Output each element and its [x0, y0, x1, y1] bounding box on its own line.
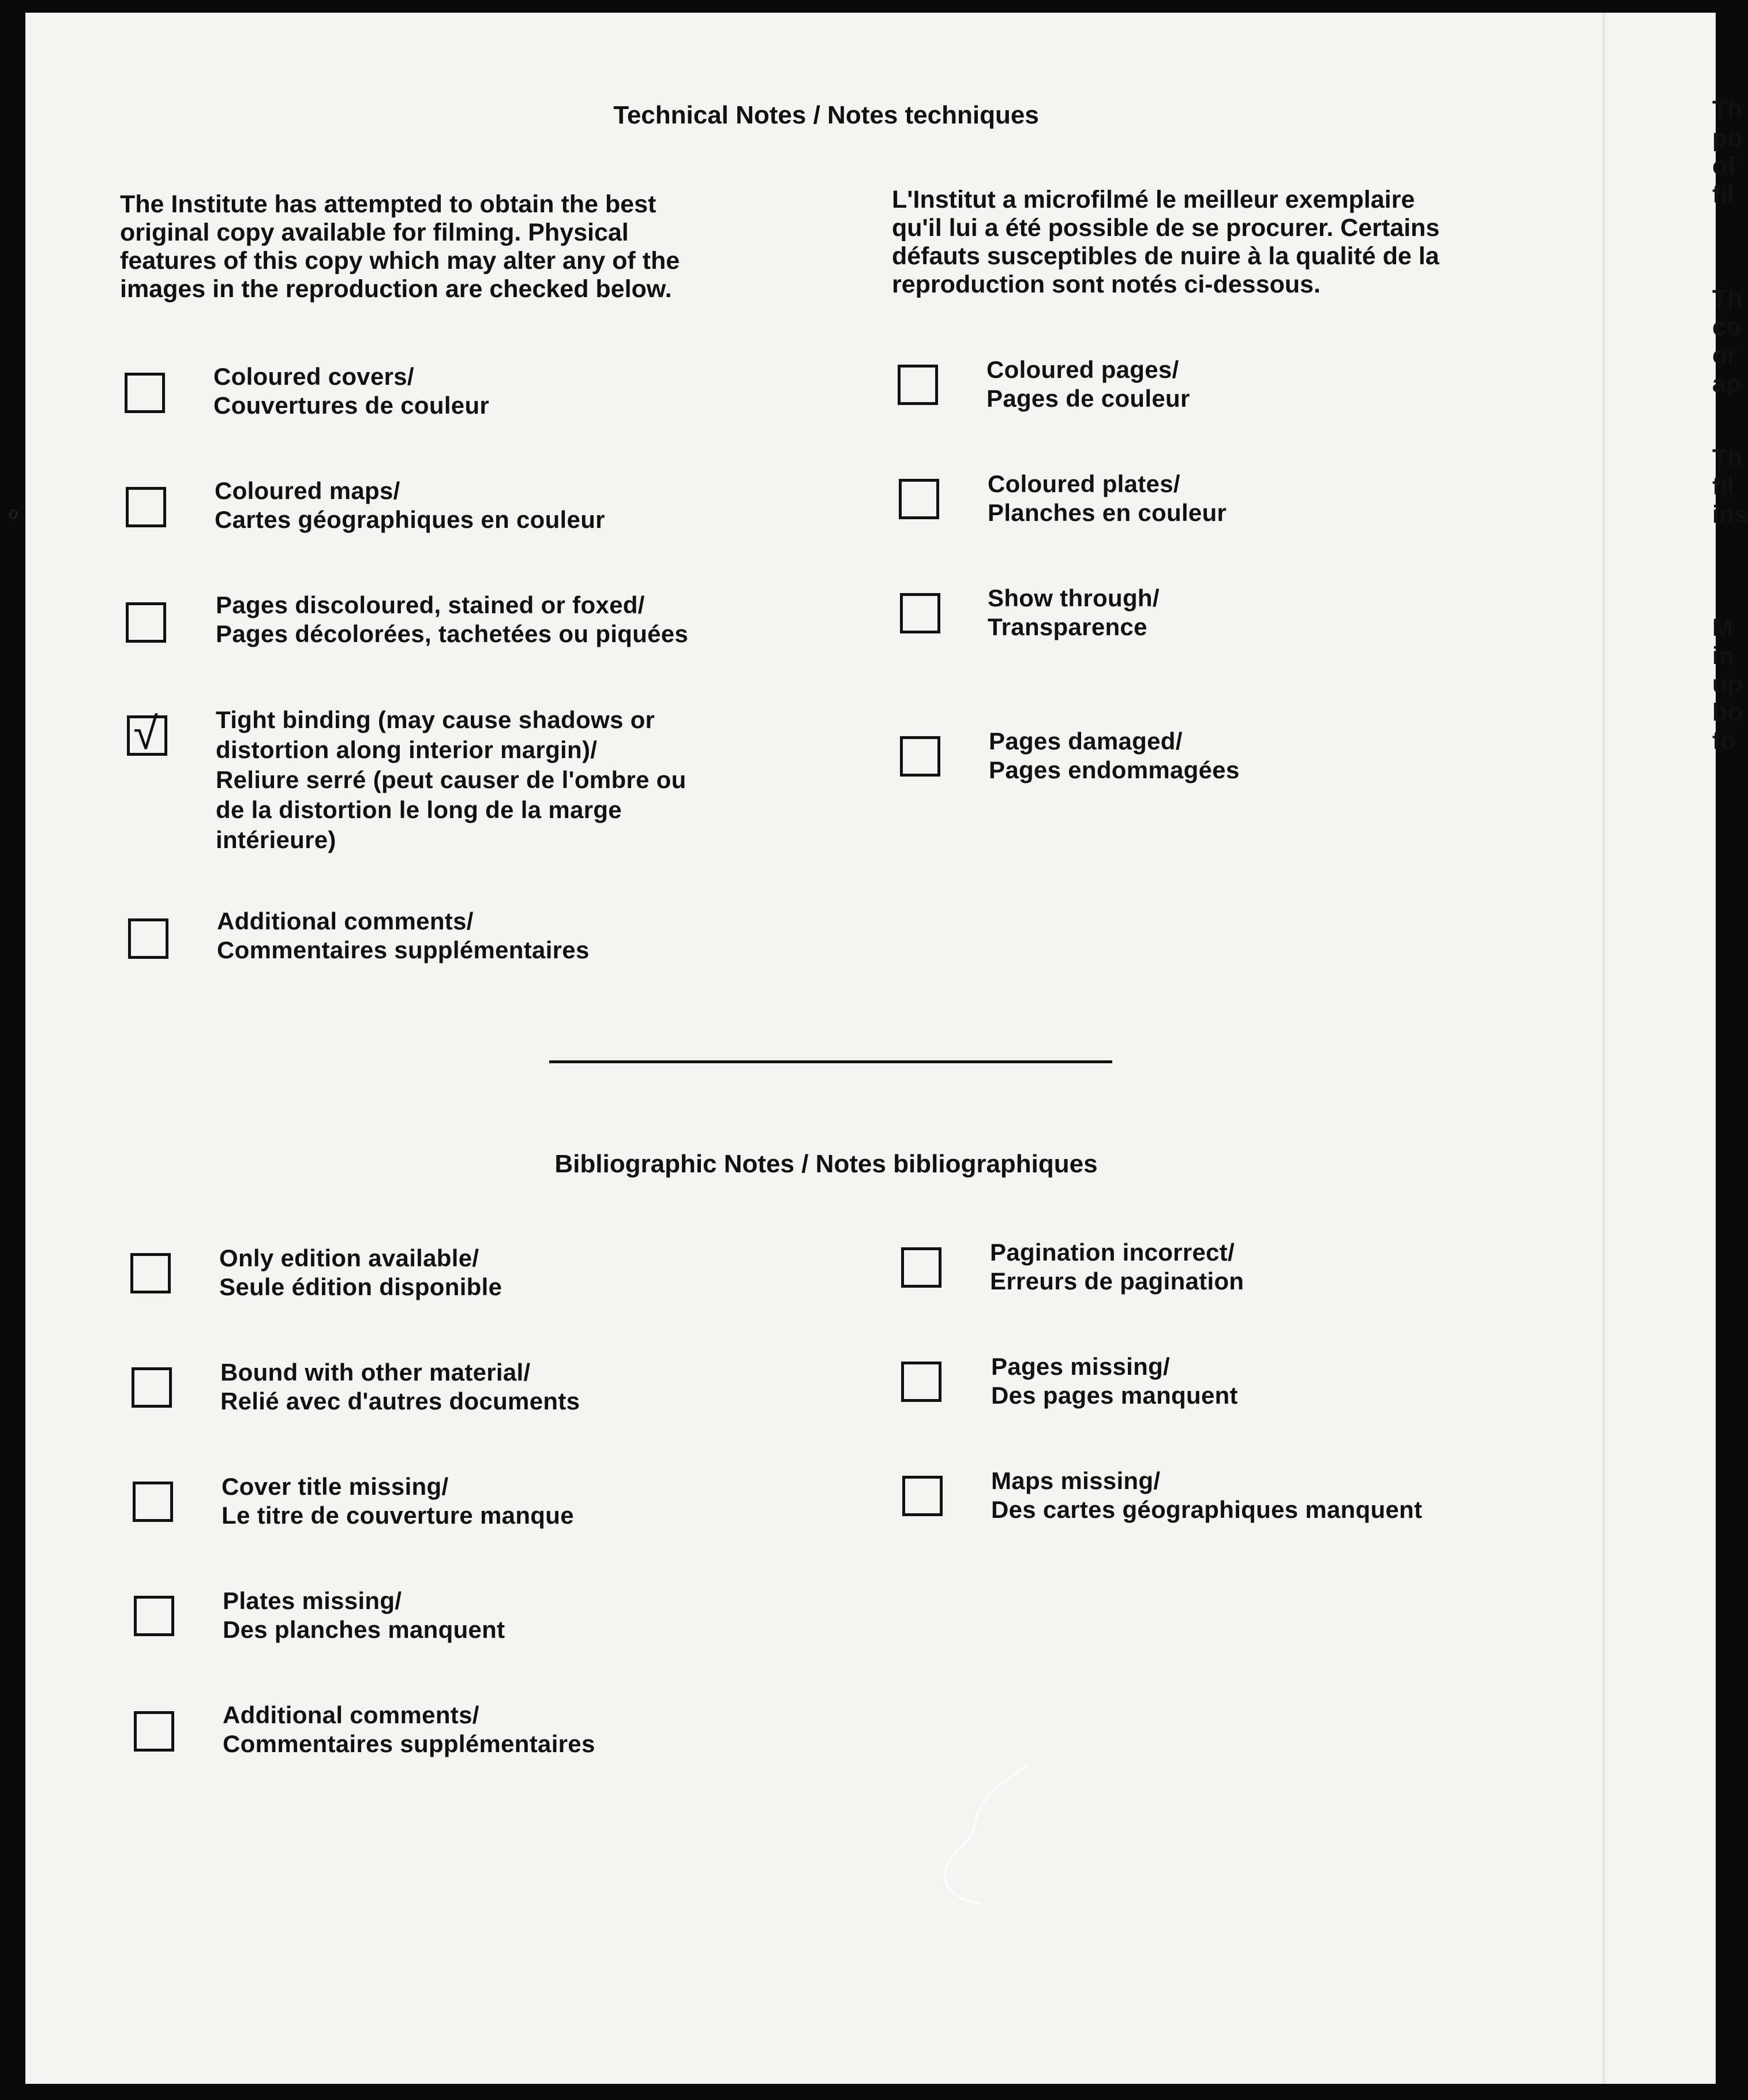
label-coloured-maps	[215, 477, 605, 534]
document-page	[25, 13, 1716, 2084]
cropped-line: ap	[1712, 370, 1742, 397]
label-pages-damaged	[989, 727, 1240, 785]
label-pagination-incorrect	[990, 1238, 1244, 1296]
cropped-line: of	[1712, 152, 1736, 180]
label-line: Cover title missing/	[222, 1473, 449, 1500]
label-plates-missing	[223, 1587, 505, 1644]
label-line: Relié avec d'autres documents	[220, 1387, 580, 1415]
label-line: Seule édition disponible	[219, 1273, 502, 1300]
checkbox-pages-discoloured[interactable]	[126, 602, 166, 643]
label-line: Transparence	[988, 613, 1147, 640]
checkbox-maps-missing[interactable]	[902, 1476, 943, 1516]
technical-notes-heading: Technical Notes / Notes techniques	[613, 101, 1039, 129]
checkbox-pages-missing[interactable]	[901, 1362, 941, 1402]
cropped-line: M	[1712, 614, 1733, 642]
label-show-through	[988, 584, 1160, 642]
label-line: Planches en couleur	[988, 499, 1227, 526]
checkbox-plates-missing[interactable]	[134, 1596, 174, 1636]
label-only-edition	[219, 1244, 502, 1302]
label-line: Cartes géographiques en couleur	[215, 506, 605, 533]
checkbox-bound-with[interactable]	[132, 1367, 172, 1408]
intro-fr-line: qu'il lui a été possible de se procurer. Certains	[892, 214, 1440, 242]
cropped-line: ins	[1712, 501, 1748, 528]
checkbox-pages-damaged[interactable]	[900, 736, 940, 777]
label-line: Reliure serré (peut causer de l'ombre ou	[216, 766, 687, 793]
label-coloured-plates	[988, 470, 1226, 527]
bibliographic-notes-heading: Bibliographic Notes / Notes bibliographiques	[554, 1150, 1098, 1178]
technical-intro-french	[892, 186, 1439, 299]
label-line: Only edition available/	[219, 1244, 479, 1272]
label-cover-title-missing	[222, 1472, 574, 1530]
cropped-line: fil	[1712, 181, 1735, 208]
checkbox-cover-title-missing[interactable]	[133, 1482, 173, 1522]
intro-en-line: The Institute has attempted to obtain the best	[120, 190, 657, 218]
label-maps-missing	[991, 1467, 1422, 1524]
cropped-line: in	[1712, 642, 1735, 670]
intro-fr-line: défauts susceptibles de nuire à la qualité de la	[892, 242, 1439, 270]
label-line: Des cartes géographiques manquent	[991, 1496, 1423, 1523]
scan-speck: ℴ	[8, 498, 19, 524]
page-fold-line	[1603, 13, 1605, 2084]
intro-en-line: features of this copy which may alter any of the	[120, 247, 680, 275]
technical-intro-english	[120, 190, 680, 303]
cropped-line: fil	[1712, 472, 1735, 500]
label-line: Couvertures de couleur	[213, 392, 490, 419]
label-additional-comments-technical	[217, 907, 590, 965]
label-pages-discoloured	[216, 591, 688, 648]
cropped-line: Th	[1712, 285, 1743, 313]
label-line: Plates missing/	[223, 1587, 402, 1614]
label-line: Commentaires supplémentaires	[217, 936, 590, 963]
intro-en-line: original copy available for filming. Physical	[120, 219, 629, 246]
label-additional-comments-bibliographic	[223, 1701, 595, 1758]
cropped-line: bo	[1712, 699, 1743, 726]
label-line: Pages damaged/	[989, 727, 1183, 755]
cropped-line: fo	[1712, 727, 1736, 755]
label-line: Commentaires supplémentaires	[223, 1730, 595, 1757]
label-line: distortion along interior margin)/	[216, 736, 598, 763]
label-line: Show through/	[988, 584, 1160, 612]
label-line: intérieure)	[216, 826, 336, 853]
label-line: Des pages manquent	[991, 1382, 1238, 1409]
label-line: Bound with other material/	[220, 1359, 531, 1386]
cropped-line: po	[1712, 124, 1743, 152]
label-line: Pages endommagées	[989, 756, 1240, 783]
label-line: Le titre de couverture manque	[222, 1502, 574, 1529]
label-line: Des planches manquent	[223, 1616, 505, 1643]
cropped-line: Th	[1712, 444, 1743, 472]
checkbox-coloured-maps[interactable]	[126, 487, 166, 527]
intro-fr-line: reproduction sont notés ci-dessous.	[892, 271, 1321, 298]
checkbox-additional-comments-bibliographic[interactable]	[134, 1711, 174, 1752]
label-line: Coloured pages/	[986, 356, 1179, 383]
label-line: Pages missing/	[991, 1353, 1170, 1380]
label-pages-missing	[991, 1352, 1238, 1410]
label-tight-binding	[216, 705, 687, 855]
checkbox-additional-comments-technical[interactable]	[128, 918, 168, 959]
label-line: Pages décolorées, tachetées ou piquées	[216, 620, 689, 647]
label-line: Additional comments/	[223, 1701, 479, 1728]
label-line: Maps missing/	[991, 1467, 1161, 1494]
scan-scratch-mark	[940, 1760, 1033, 1910]
checkbox-coloured-covers[interactable]	[125, 373, 165, 413]
label-coloured-pages	[986, 355, 1190, 413]
label-line: Tight binding (may cause shadows or	[216, 706, 655, 733]
label-line: Coloured plates/	[988, 470, 1180, 497]
cropped-paragraph	[1712, 96, 1743, 209]
checkbox-tight-binding[interactable]	[127, 708, 167, 759]
cropped-paragraph	[1712, 285, 1743, 398]
label-line: Pages discoloured, stained or foxed/	[216, 591, 645, 618]
intro-fr-line: L'Institut a microfilmé le meilleur exemplaire	[892, 186, 1415, 213]
cropped-line: co	[1712, 313, 1742, 341]
label-line: Pagination incorrect/	[990, 1239, 1235, 1266]
label-line: Additional comments/	[217, 907, 474, 935]
cropped-paragraph	[1712, 614, 1743, 755]
checkbox-pagination-incorrect[interactable]	[901, 1247, 941, 1288]
label-line: Erreurs de pagination	[990, 1268, 1244, 1295]
section-divider	[549, 1060, 1112, 1063]
label-bound-with	[220, 1358, 580, 1416]
checkbox-coloured-plates[interactable]	[899, 479, 939, 519]
cropped-paragraph	[1712, 444, 1748, 529]
label-line: de la distortion le long de la marge	[216, 796, 622, 823]
checkbox-show-through[interactable]	[900, 593, 940, 633]
label-line: Coloured covers/	[213, 363, 414, 390]
cropped-line: up	[1712, 670, 1743, 698]
checkmark-icon: √	[133, 708, 158, 759]
cropped-line: or	[1712, 342, 1737, 369]
label-coloured-covers	[213, 362, 489, 420]
label-line: Coloured maps/	[215, 477, 400, 504]
checkbox-only-edition[interactable]	[130, 1253, 171, 1293]
checkbox-coloured-pages[interactable]	[898, 365, 938, 405]
cropped-line: Th	[1712, 96, 1743, 123]
intro-en-line: images in the reproduction are checked below.	[120, 275, 672, 303]
label-line: Pages de couleur	[986, 385, 1190, 412]
